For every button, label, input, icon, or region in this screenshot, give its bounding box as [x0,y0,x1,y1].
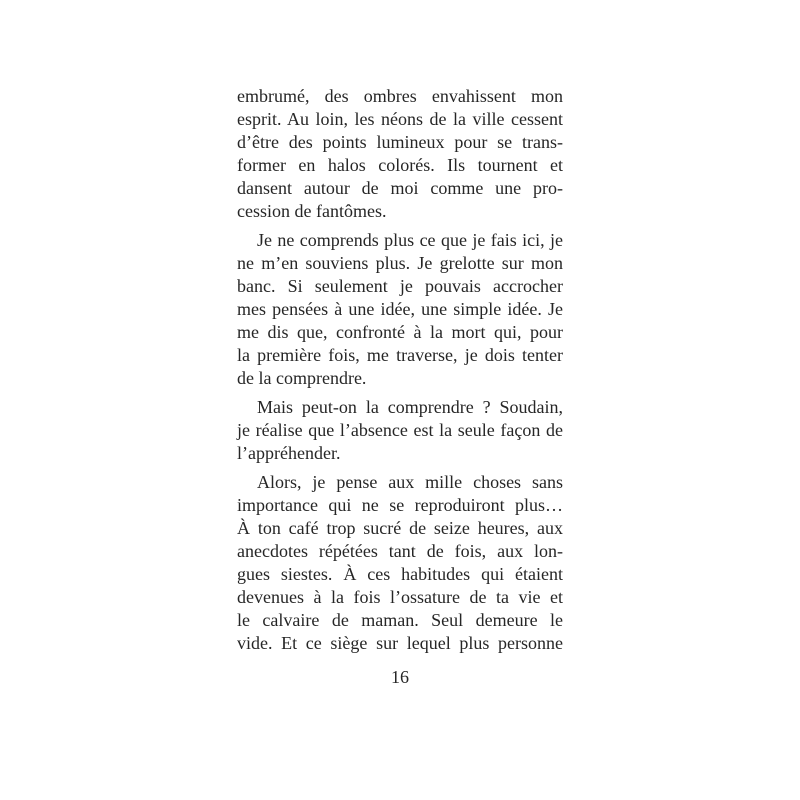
text-line: l’appréhender. [237,443,341,463]
paragraph [237,229,563,390]
paragraph [237,471,563,655]
text-line: ne m’en souviens plus. Je grelotte sur mon [237,253,563,273]
text-line: former en halos colorés. Ils tournent et [237,155,563,175]
text-line: anecdotes répétées tant de fois, aux lon- [237,541,563,561]
text-line: cession de fantômes. [237,201,387,221]
text-line: Alors, je pense aux mille choses sans [257,472,563,492]
text-line: la première fois, me traverse, je dois tenter [237,345,563,365]
text-line: importance qui ne se reproduiront plus… [237,495,563,515]
text-line: esprit. Au loin, les néons de la ville cessent [237,109,563,129]
text-line: Mais peut-on la comprendre ? Soudain, [257,397,563,417]
paragraph [237,396,563,465]
text-line: vide. Et ce siège sur lequel plus personne [237,633,563,653]
text-line: embrumé, des ombres envahissent mon [237,86,563,106]
page-number: 16 [391,667,409,687]
text-line: le calvaire de maman. Seul demeure le [237,610,563,630]
text-line: gues siestes. À ces habitudes qui étaient [237,564,563,584]
text-line: je réalise que l’absence est la seule façon de [237,420,563,440]
text-line: devenues à la fois l’ossature de ta vie et [237,587,563,607]
text-line: banc. Si seulement je pouvais accrocher [237,276,563,296]
text-line: dansent autour de moi comme une pro- [237,178,563,198]
text-line: À ton café trop sucré de seize heures, aux [237,518,563,538]
text-line: me dis que, confronté à la mort qui, pour [237,322,563,342]
text-block [237,85,563,655]
text-line: Je ne comprends plus ce que je fais ici, je [257,230,563,250]
text-line: mes pensées à une idée, une simple idée. Je [237,299,563,319]
text-line: de la comprendre. [237,368,367,388]
paragraph [237,85,563,223]
text-line: d’être des points lumineux pour se trans- [237,132,563,152]
